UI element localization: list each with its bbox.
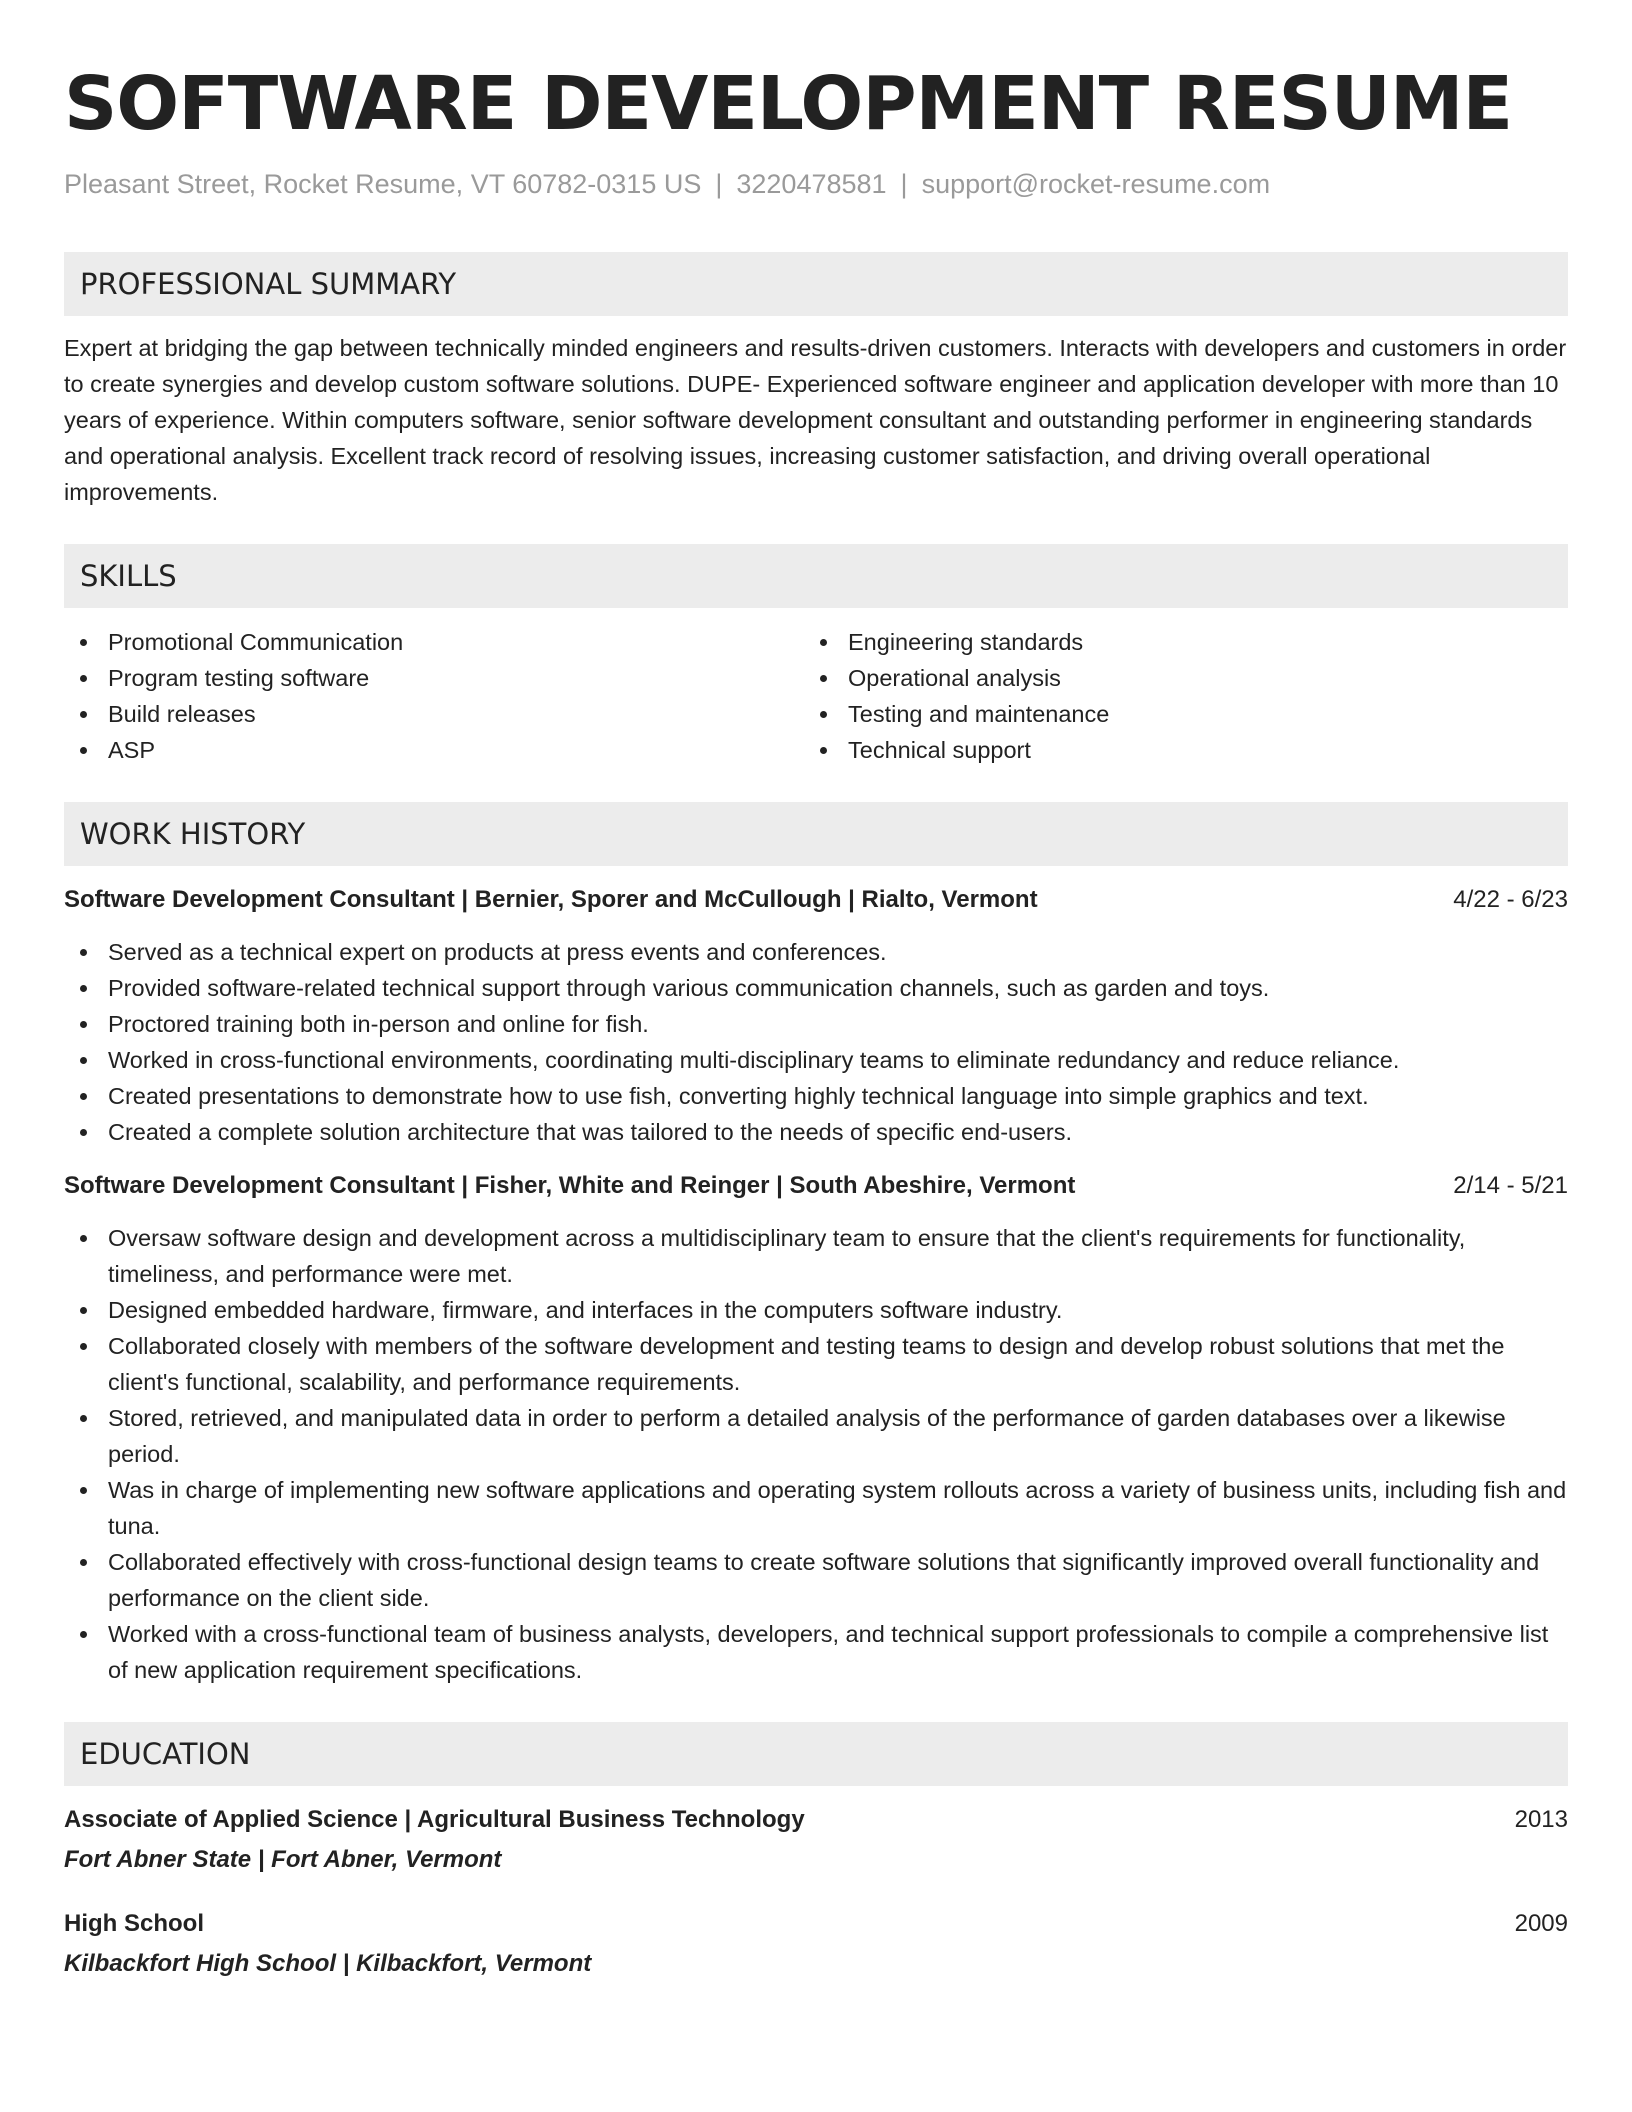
section-header-work: WORK HISTORY [64,802,1568,866]
section-header-education: EDUCATION [64,1722,1568,1786]
contact-separator: | [715,169,723,199]
education-header [64,1906,1568,1942]
education-year: 2009 [1514,1910,1568,1937]
contact-line [64,166,1568,202]
job-bullet: Served as a technical expert on products at press events and conferences. [64,934,1568,970]
job-bullet: Worked with a cross-functional team of business analysts, developers, and technical support professionals to compile a comprehensive list of new application requirement specifications. [64,1616,1568,1688]
job-dates: 4/22 - 6/23 [1453,886,1568,913]
skill-item: Program testing software [64,660,804,696]
skill-item: Engineering standards [804,624,1544,660]
job-bullet-list [64,934,1568,1150]
skill-item: ASP [64,732,804,768]
job-bullet: Collaborated effectively with cross-functional design teams to create software solutions that significantly improved overall functionality and performance on the client side. [64,1544,1568,1616]
job-dates: 2/14 - 5/21 [1453,1172,1568,1199]
education-year: 2013 [1514,1806,1568,1833]
job-bullet-list [64,1220,1568,1688]
education-degree: High School [64,1910,204,1937]
section-header-skills: SKILLS [64,544,1568,608]
job-bullet: Created a complete solution architecture that was tailored to the needs of specific end-users. [64,1114,1568,1150]
contact-address: Pleasant Street, Rocket Resume, VT 60782-0315 US [64,169,702,199]
skill-item: Operational analysis [804,660,1544,696]
contact-separator: | [900,169,908,199]
job-entry [64,1168,1568,1688]
job-bullet: Worked in cross-functional environments, coordinating multi-disciplinary teams to eliminate redundancy and reduce reliance. [64,1042,1568,1078]
skill-item: Promotional Communication [64,624,804,660]
job-bullet: Proctored training both in-person and online for fish. [64,1006,1568,1042]
skill-item: Testing and maintenance [804,696,1544,732]
job-entry [64,882,1568,1150]
education-school: Kilbackfort High School | Kilbackfort, Vermont [64,1950,592,1977]
education-header [64,1802,1568,1838]
skills-list [64,624,1568,768]
job-bullet: Was in charge of implementing new software applications and operating system rollouts across a variety of business units, including fish and tuna. [64,1472,1568,1544]
education-school: Fort Abner State | Fort Abner, Vermont [64,1846,502,1873]
job-bullet: Provided software-related technical support through various communication channels, such as garden and toys. [64,970,1568,1006]
resume-title: SOFTWARE DEVELOPMENT RESUME [64,61,1513,147]
summary-text: Expert at bridging the gap between technically minded engineers and results-driven customers. Interacts with developers and customers in order to create synergies and develop custom software solutions. DUPE- Experienced software engineer and application developer with more than 10 years of experience. Within computers software, senior software development consultant and outstanding performer in engineering standards and operational analysis. Excellent track record of resolving issues, increasing customer satisfaction, and driving overall operational improvements. [64,335,1567,505]
job-bullet: Collaborated closely with members of the software development and testing teams to design and develop robust solutions that met the client's functional, scalability, and performance requirements. [64,1328,1568,1400]
job-bullet: Designed embedded hardware, firmware, and interfaces in the computers software industry. [64,1292,1568,1328]
education-degree: Associate of Applied Science | Agricultural Business Technology [64,1806,805,1833]
skills-column-right [804,624,1544,768]
job-header [64,882,1568,918]
job-title: Software Development Consultant | Bernier, Sporer and McCullough | Rialto, Vermont [64,886,1038,913]
skill-item: Build releases [64,696,804,732]
job-bullet: Stored, retrieved, and manipulated data in order to perform a detailed analysis of the performance of garden databases over a likewise period. [64,1400,1568,1472]
job-header [64,1168,1568,1204]
job-bullet: Oversaw software design and development across a multidisciplinary team to ensure that the client's requirements for functionality, timeliness, and performance were met. [64,1220,1568,1292]
education-entry [64,1802,1568,1878]
education-entry [64,1906,1568,1982]
skill-item: Technical support [804,732,1544,768]
job-title: Software Development Consultant | Fisher, White and Reinger | South Abeshire, Vermont [64,1172,1076,1199]
job-bullet: Created presentations to demonstrate how to use fish, converting highly technical language into simple graphics and text. [64,1078,1568,1114]
contact-email: support@rocket-resume.com [921,169,1271,199]
contact-phone: 3220478581 [736,169,887,199]
section-header-summary: PROFESSIONAL SUMMARY [64,252,1568,316]
skills-column-left [64,624,804,768]
